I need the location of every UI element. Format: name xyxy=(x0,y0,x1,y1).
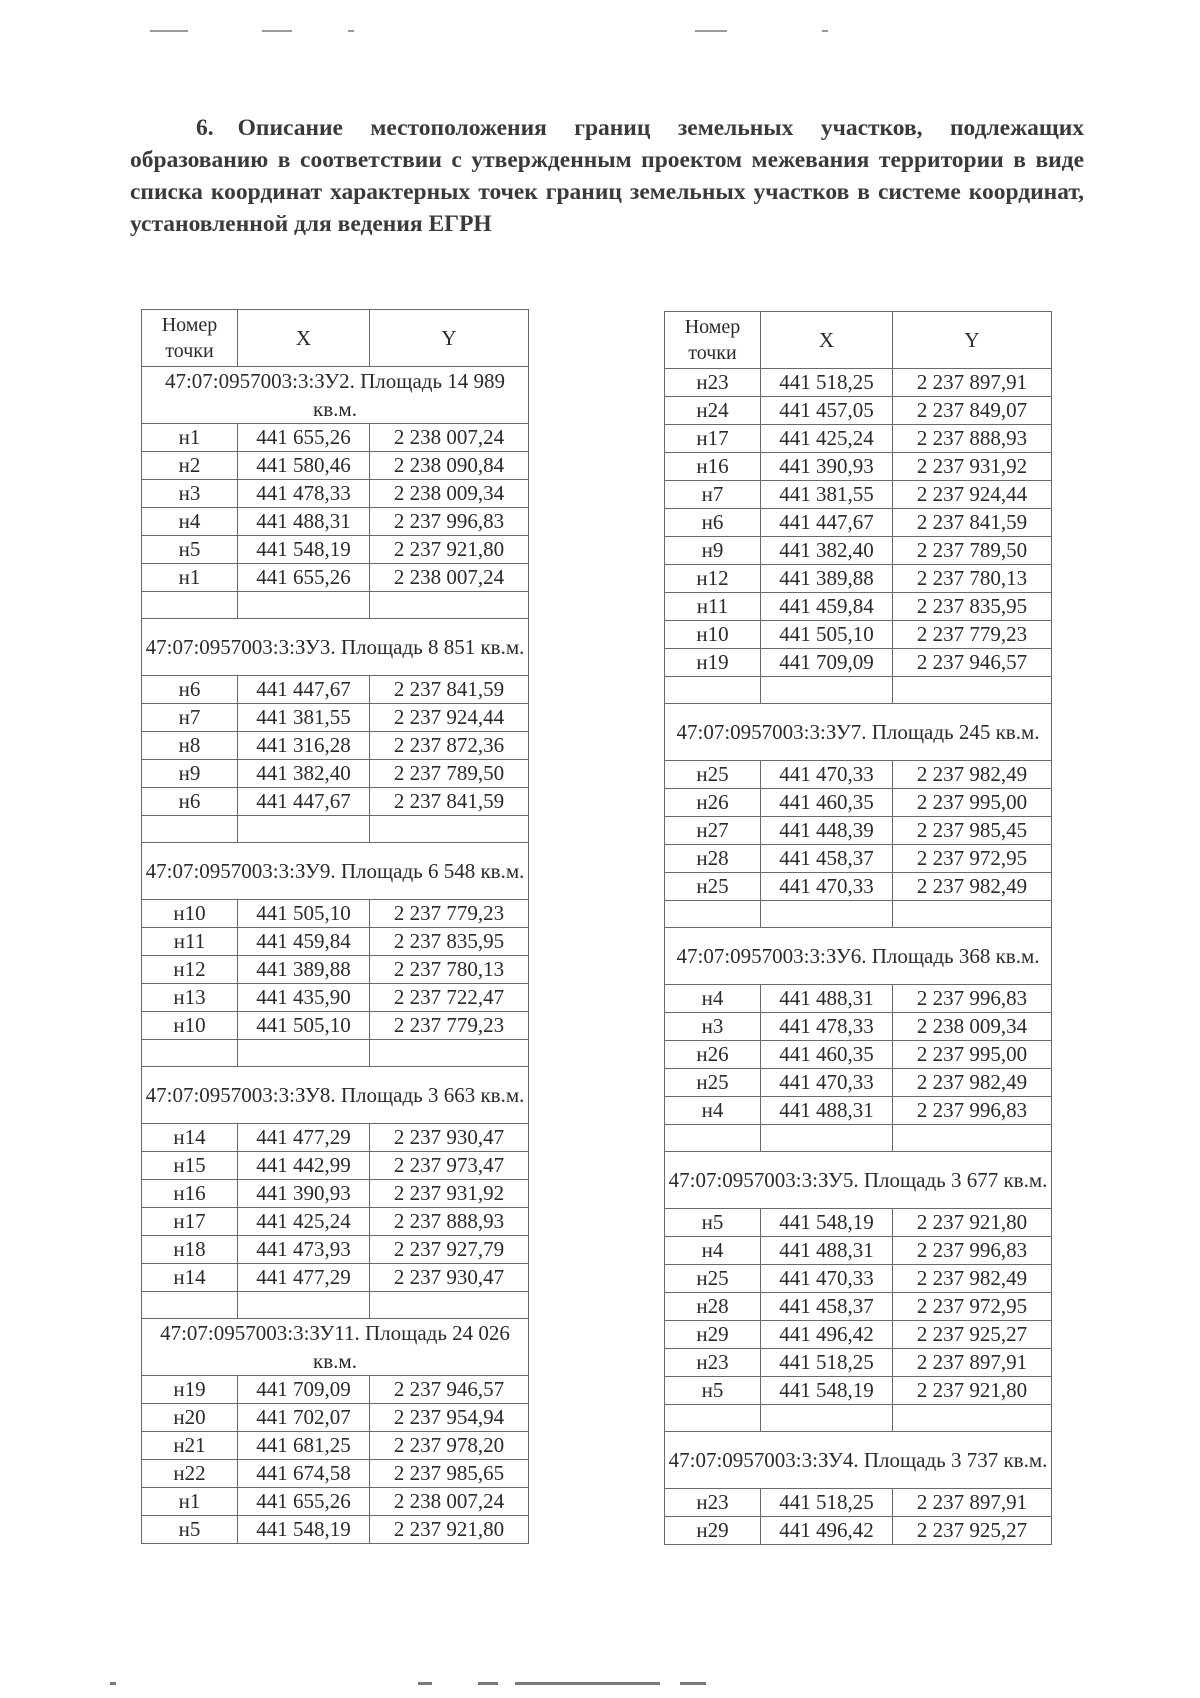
x-coordinate-cell: 441 435,90 xyxy=(238,984,370,1012)
table-row xyxy=(665,621,1052,649)
x-coordinate-cell: 441 381,55 xyxy=(238,704,370,732)
table-row xyxy=(142,424,529,452)
y-coordinate-cell: 2 237 780,13 xyxy=(893,565,1052,593)
empty-cell xyxy=(142,1040,238,1067)
point-number-cell: н27 xyxy=(665,817,761,845)
x-coordinate-cell: 441 496,42 xyxy=(761,1321,893,1349)
empty-cell xyxy=(142,816,238,843)
parcel-title: 47:07:0957003:3:ЗУ4. Площадь 3 737 кв.м. xyxy=(665,1432,1052,1489)
table-row xyxy=(665,1209,1052,1237)
y-coordinate-cell: 2 237 972,95 xyxy=(893,1293,1052,1321)
x-coordinate-cell: 441 425,24 xyxy=(761,425,893,453)
table-row xyxy=(665,1293,1052,1321)
y-coordinate-cell: 2 237 897,91 xyxy=(893,1349,1052,1377)
y-coordinate-cell: 2 237 924,44 xyxy=(370,704,529,732)
empty-cell xyxy=(142,592,238,619)
x-coordinate-cell: 441 459,84 xyxy=(238,928,370,956)
table-row xyxy=(142,1404,529,1432)
parcel-title: 47:07:0957003:3:ЗУ2. Площадь 14 989 кв.м. xyxy=(142,367,529,424)
table-row xyxy=(665,481,1052,509)
y-coordinate-cell: 2 237 779,23 xyxy=(370,900,529,928)
point-number-cell: н16 xyxy=(142,1180,238,1208)
table-row xyxy=(142,1460,529,1488)
x-coordinate-cell: 441 709,09 xyxy=(761,649,893,677)
point-number-cell: н10 xyxy=(142,900,238,928)
coordinates-table-right xyxy=(664,311,1052,1545)
y-coordinate-cell: 2 237 978,20 xyxy=(370,1432,529,1460)
y-coordinate-cell: 2 237 982,49 xyxy=(893,761,1052,789)
point-number-cell: н23 xyxy=(665,369,761,397)
x-coordinate-cell: 441 447,67 xyxy=(761,509,893,537)
point-number-cell: н5 xyxy=(665,1209,761,1237)
y-coordinate-cell: 2 237 835,95 xyxy=(893,593,1052,621)
spacer-row xyxy=(665,901,1052,928)
y-coordinate-cell: 2 237 897,91 xyxy=(893,369,1052,397)
x-coordinate-cell: 441 505,10 xyxy=(238,900,370,928)
table-row xyxy=(665,789,1052,817)
empty-cell xyxy=(761,901,893,928)
table-row xyxy=(142,956,529,984)
empty-cell xyxy=(893,677,1052,704)
table-row xyxy=(665,1489,1052,1517)
x-coordinate-cell: 441 655,26 xyxy=(238,424,370,452)
parcel-title: 47:07:0957003:3:ЗУ9. Площадь 6 548 кв.м. xyxy=(142,843,529,900)
y-coordinate-cell: 2 237 779,23 xyxy=(370,1012,529,1040)
table-row xyxy=(142,900,529,928)
table-row xyxy=(665,1013,1052,1041)
x-coordinate-cell: 441 316,28 xyxy=(238,732,370,760)
parcel-title-row xyxy=(142,1319,529,1376)
empty-cell xyxy=(893,1125,1052,1152)
point-number-cell: н26 xyxy=(665,1041,761,1069)
point-number-cell: н10 xyxy=(142,1012,238,1040)
table-row xyxy=(142,1488,529,1516)
x-coordinate-cell: 441 505,10 xyxy=(761,621,893,649)
y-coordinate-cell: 2 237 888,93 xyxy=(893,425,1052,453)
table-row xyxy=(142,480,529,508)
table-row xyxy=(665,425,1052,453)
y-coordinate-cell: 2 237 996,83 xyxy=(893,1237,1052,1265)
parcel-title: 47:07:0957003:3:ЗУ5. Площадь 3 677 кв.м. xyxy=(665,1152,1052,1209)
x-coordinate-cell: 441 655,26 xyxy=(238,1488,370,1516)
table-row xyxy=(142,704,529,732)
point-number-cell: н20 xyxy=(142,1404,238,1432)
y-coordinate-cell: 2 237 985,65 xyxy=(370,1460,529,1488)
table-row xyxy=(665,845,1052,873)
x-coordinate-cell: 441 548,19 xyxy=(761,1377,893,1405)
y-coordinate-cell: 2 238 009,34 xyxy=(370,480,529,508)
empty-cell xyxy=(238,592,370,619)
empty-cell xyxy=(370,1292,529,1319)
column-header-point: Номер точки xyxy=(665,312,761,369)
column-header-y: Y xyxy=(893,312,1052,369)
y-coordinate-cell: 2 237 982,49 xyxy=(893,1069,1052,1097)
table-row xyxy=(142,452,529,480)
table-row xyxy=(142,788,529,816)
y-coordinate-cell: 2 238 009,34 xyxy=(893,1013,1052,1041)
point-number-cell: н1 xyxy=(142,424,238,452)
point-number-cell: н17 xyxy=(142,1208,238,1236)
x-coordinate-cell: 441 470,33 xyxy=(761,761,893,789)
x-coordinate-cell: 441 390,93 xyxy=(238,1180,370,1208)
table-row xyxy=(142,1264,529,1292)
bottom-scan-marks xyxy=(110,1682,1010,1686)
table-row xyxy=(665,537,1052,565)
table-row xyxy=(142,508,529,536)
y-coordinate-cell: 2 237 921,80 xyxy=(370,536,529,564)
x-coordinate-cell: 441 674,58 xyxy=(238,1460,370,1488)
empty-cell xyxy=(238,1292,370,1319)
table-row xyxy=(665,1517,1052,1545)
y-coordinate-cell: 2 237 841,59 xyxy=(893,509,1052,537)
parcel-title: 47:07:0957003:3:ЗУ11. Площадь 24 026 кв.м. xyxy=(142,1319,529,1376)
y-coordinate-cell: 2 237 931,92 xyxy=(893,453,1052,481)
empty-cell xyxy=(761,677,893,704)
table-row xyxy=(665,1069,1052,1097)
table-row xyxy=(665,453,1052,481)
y-coordinate-cell: 2 238 007,24 xyxy=(370,564,529,592)
column-header-point: Номер точки xyxy=(142,310,238,367)
y-coordinate-cell: 2 237 780,13 xyxy=(370,956,529,984)
point-number-cell: н1 xyxy=(142,1488,238,1516)
empty-cell xyxy=(142,1292,238,1319)
top-scan-marks xyxy=(150,30,850,34)
point-number-cell: н26 xyxy=(665,789,761,817)
table-row xyxy=(142,564,529,592)
table-row xyxy=(665,565,1052,593)
x-coordinate-cell: 441 477,29 xyxy=(238,1264,370,1292)
point-number-cell: н22 xyxy=(142,1460,238,1488)
table-row xyxy=(142,1124,529,1152)
x-coordinate-cell: 441 459,84 xyxy=(761,593,893,621)
spacer-row xyxy=(665,1125,1052,1152)
point-number-cell: н8 xyxy=(142,732,238,760)
section-heading-text: Описание местоположения границ земельных участков, подлежащих образованию в соответствии с утвержденным проектом межевания территории в виде списка координат характерных точек границ земельных участков в системе координат, установленной для ведения ЕГРН xyxy=(130,115,1084,237)
parcel-title-row xyxy=(665,928,1052,985)
x-coordinate-cell: 441 458,37 xyxy=(761,845,893,873)
point-number-cell: н25 xyxy=(665,761,761,789)
x-coordinate-cell: 441 447,67 xyxy=(238,788,370,816)
table-row xyxy=(142,1376,529,1404)
point-number-cell: н23 xyxy=(665,1349,761,1377)
x-coordinate-cell: 441 382,40 xyxy=(238,760,370,788)
y-coordinate-cell: 2 237 925,27 xyxy=(893,1321,1052,1349)
table-row xyxy=(665,509,1052,537)
table-row xyxy=(665,369,1052,397)
table-row xyxy=(665,1377,1052,1405)
y-coordinate-cell: 2 237 995,00 xyxy=(893,789,1052,817)
point-number-cell: н7 xyxy=(142,704,238,732)
empty-cell xyxy=(761,1125,893,1152)
x-coordinate-cell: 441 460,35 xyxy=(761,1041,893,1069)
x-coordinate-cell: 441 548,19 xyxy=(238,536,370,564)
table-row xyxy=(142,1180,529,1208)
point-number-cell: н11 xyxy=(665,593,761,621)
x-coordinate-cell: 441 442,99 xyxy=(238,1152,370,1180)
x-coordinate-cell: 441 389,88 xyxy=(238,956,370,984)
empty-cell xyxy=(761,1405,893,1432)
y-coordinate-cell: 2 238 007,24 xyxy=(370,1488,529,1516)
y-coordinate-cell: 2 237 930,47 xyxy=(370,1124,529,1152)
x-coordinate-cell: 441 518,25 xyxy=(761,369,893,397)
table-row xyxy=(142,1012,529,1040)
point-number-cell: н14 xyxy=(142,1264,238,1292)
point-number-cell: н9 xyxy=(142,760,238,788)
y-coordinate-cell: 2 237 849,07 xyxy=(893,397,1052,425)
parcel-title-row xyxy=(665,704,1052,761)
table-row xyxy=(665,873,1052,901)
point-number-cell: н29 xyxy=(665,1321,761,1349)
table-row xyxy=(665,1041,1052,1069)
x-coordinate-cell: 441 448,39 xyxy=(761,817,893,845)
point-number-cell: н24 xyxy=(665,397,761,425)
table-row xyxy=(665,1097,1052,1125)
point-number-cell: н16 xyxy=(665,453,761,481)
parcel-title: 47:07:0957003:3:ЗУ8. Площадь 3 663 кв.м. xyxy=(142,1067,529,1124)
empty-cell xyxy=(238,816,370,843)
x-coordinate-cell: 441 470,33 xyxy=(761,1265,893,1293)
y-coordinate-cell: 2 237 722,47 xyxy=(370,984,529,1012)
point-number-cell: н17 xyxy=(665,425,761,453)
table-row xyxy=(142,928,529,956)
table-row xyxy=(665,1265,1052,1293)
point-number-cell: н12 xyxy=(665,565,761,593)
parcel-title-row xyxy=(142,843,529,900)
y-coordinate-cell: 2 237 930,47 xyxy=(370,1264,529,1292)
x-coordinate-cell: 441 447,67 xyxy=(238,676,370,704)
y-coordinate-cell: 2 238 007,24 xyxy=(370,424,529,452)
point-number-cell: н14 xyxy=(142,1124,238,1152)
spacer-row xyxy=(665,677,1052,704)
table-row xyxy=(142,1432,529,1460)
table-row xyxy=(142,984,529,1012)
parcel-title-row xyxy=(142,367,529,424)
y-coordinate-cell: 2 237 996,83 xyxy=(893,1097,1052,1125)
x-coordinate-cell: 441 425,24 xyxy=(238,1208,370,1236)
point-number-cell: н25 xyxy=(665,1265,761,1293)
table-row xyxy=(142,732,529,760)
point-number-cell: н18 xyxy=(142,1236,238,1264)
point-number-cell: н11 xyxy=(142,928,238,956)
y-coordinate-cell: 2 237 921,80 xyxy=(370,1516,529,1544)
y-coordinate-cell: 2 237 872,36 xyxy=(370,732,529,760)
x-coordinate-cell: 441 488,31 xyxy=(761,1097,893,1125)
point-number-cell: н6 xyxy=(142,788,238,816)
parcel-title: 47:07:0957003:3:ЗУ6. Площадь 368 кв.м. xyxy=(665,928,1052,985)
table-row xyxy=(665,1349,1052,1377)
section-heading xyxy=(130,112,1084,240)
point-number-cell: н5 xyxy=(665,1377,761,1405)
x-coordinate-cell: 441 548,19 xyxy=(238,1516,370,1544)
point-number-cell: н29 xyxy=(665,1517,761,1545)
empty-cell xyxy=(370,1040,529,1067)
x-coordinate-cell: 441 681,25 xyxy=(238,1432,370,1460)
x-coordinate-cell: 441 518,25 xyxy=(761,1349,893,1377)
y-coordinate-cell: 2 237 925,27 xyxy=(893,1517,1052,1545)
parcel-title-row xyxy=(142,1067,529,1124)
point-number-cell: н5 xyxy=(142,1516,238,1544)
x-coordinate-cell: 441 470,33 xyxy=(761,873,893,901)
coordinates-table-left xyxy=(141,309,529,1544)
x-coordinate-cell: 441 470,33 xyxy=(761,1069,893,1097)
table-row xyxy=(665,1237,1052,1265)
y-coordinate-cell: 2 237 835,95 xyxy=(370,928,529,956)
y-coordinate-cell: 2 237 982,49 xyxy=(893,1265,1052,1293)
point-number-cell: н19 xyxy=(665,649,761,677)
parcel-title: 47:07:0957003:3:ЗУ3. Площадь 8 851 кв.м. xyxy=(142,619,529,676)
x-coordinate-cell: 441 460,35 xyxy=(761,789,893,817)
x-coordinate-cell: 441 478,33 xyxy=(238,480,370,508)
x-coordinate-cell: 441 381,55 xyxy=(761,481,893,509)
table-header-row xyxy=(665,312,1052,369)
y-coordinate-cell: 2 237 897,91 xyxy=(893,1489,1052,1517)
x-coordinate-cell: 441 477,29 xyxy=(238,1124,370,1152)
parcel-title-row xyxy=(142,619,529,676)
spacer-row xyxy=(665,1405,1052,1432)
section-number: 6. xyxy=(196,115,214,141)
point-number-cell: н28 xyxy=(665,845,761,873)
y-coordinate-cell: 2 237 996,83 xyxy=(370,508,529,536)
table-row xyxy=(142,1236,529,1264)
spacer-row xyxy=(142,1292,529,1319)
y-coordinate-cell: 2 237 789,50 xyxy=(893,537,1052,565)
spacer-row xyxy=(142,816,529,843)
table-row xyxy=(665,397,1052,425)
parcel-title-row xyxy=(665,1432,1052,1489)
point-number-cell: н21 xyxy=(142,1432,238,1460)
x-coordinate-cell: 441 518,25 xyxy=(761,1489,893,1517)
x-coordinate-cell: 441 478,33 xyxy=(761,1013,893,1041)
x-coordinate-cell: 441 709,09 xyxy=(238,1376,370,1404)
x-coordinate-cell: 441 390,93 xyxy=(761,453,893,481)
point-number-cell: н12 xyxy=(142,956,238,984)
column-header-y: Y xyxy=(370,310,529,367)
point-number-cell: н3 xyxy=(142,480,238,508)
table-row xyxy=(142,760,529,788)
y-coordinate-cell: 2 237 921,80 xyxy=(893,1377,1052,1405)
table-row xyxy=(665,593,1052,621)
x-coordinate-cell: 441 389,88 xyxy=(761,565,893,593)
y-coordinate-cell: 2 237 841,59 xyxy=(370,788,529,816)
empty-cell xyxy=(665,1405,761,1432)
point-number-cell: н13 xyxy=(142,984,238,1012)
x-coordinate-cell: 441 702,07 xyxy=(238,1404,370,1432)
empty-cell xyxy=(370,592,529,619)
point-number-cell: н25 xyxy=(665,873,761,901)
point-number-cell: н1 xyxy=(142,564,238,592)
y-coordinate-cell: 2 237 921,80 xyxy=(893,1209,1052,1237)
y-coordinate-cell: 2 237 946,57 xyxy=(370,1376,529,1404)
parcel-title-row xyxy=(665,1152,1052,1209)
table-row xyxy=(665,1321,1052,1349)
y-coordinate-cell: 2 237 972,95 xyxy=(893,845,1052,873)
point-number-cell: н3 xyxy=(665,1013,761,1041)
table-row xyxy=(142,1208,529,1236)
point-number-cell: н2 xyxy=(142,452,238,480)
y-coordinate-cell: 2 237 888,93 xyxy=(370,1208,529,1236)
empty-cell xyxy=(893,1405,1052,1432)
point-number-cell: н15 xyxy=(142,1152,238,1180)
point-number-cell: н28 xyxy=(665,1293,761,1321)
x-coordinate-cell: 441 457,05 xyxy=(761,397,893,425)
x-coordinate-cell: 441 655,26 xyxy=(238,564,370,592)
spacer-row xyxy=(142,1040,529,1067)
y-coordinate-cell: 2 237 841,59 xyxy=(370,676,529,704)
y-coordinate-cell: 2 237 946,57 xyxy=(893,649,1052,677)
table-row xyxy=(665,817,1052,845)
x-coordinate-cell: 441 505,10 xyxy=(238,1012,370,1040)
y-coordinate-cell: 2 238 090,84 xyxy=(370,452,529,480)
table-row xyxy=(142,1152,529,1180)
point-number-cell: н19 xyxy=(142,1376,238,1404)
y-coordinate-cell: 2 237 954,94 xyxy=(370,1404,529,1432)
y-coordinate-cell: 2 237 973,47 xyxy=(370,1152,529,1180)
column-header-x: X xyxy=(238,310,370,367)
point-number-cell: н6 xyxy=(142,676,238,704)
x-coordinate-cell: 441 382,40 xyxy=(761,537,893,565)
point-number-cell: н4 xyxy=(665,1097,761,1125)
x-coordinate-cell: 441 496,42 xyxy=(761,1517,893,1545)
empty-cell xyxy=(665,677,761,704)
x-coordinate-cell: 441 548,19 xyxy=(761,1209,893,1237)
x-coordinate-cell: 441 580,46 xyxy=(238,452,370,480)
empty-cell xyxy=(370,816,529,843)
table-row xyxy=(665,985,1052,1013)
y-coordinate-cell: 2 237 779,23 xyxy=(893,621,1052,649)
empty-cell xyxy=(893,901,1052,928)
point-number-cell: н9 xyxy=(665,537,761,565)
point-number-cell: н10 xyxy=(665,621,761,649)
empty-cell xyxy=(665,1125,761,1152)
table-header-row xyxy=(142,310,529,367)
point-number-cell: н6 xyxy=(665,509,761,537)
empty-cell xyxy=(238,1040,370,1067)
y-coordinate-cell: 2 237 982,49 xyxy=(893,873,1052,901)
parcel-title: 47:07:0957003:3:ЗУ7. Площадь 245 кв.м. xyxy=(665,704,1052,761)
y-coordinate-cell: 2 237 924,44 xyxy=(893,481,1052,509)
table-row xyxy=(142,536,529,564)
x-coordinate-cell: 441 488,31 xyxy=(238,508,370,536)
y-coordinate-cell: 2 237 927,79 xyxy=(370,1236,529,1264)
table-row xyxy=(142,1516,529,1544)
y-coordinate-cell: 2 237 985,45 xyxy=(893,817,1052,845)
x-coordinate-cell: 441 458,37 xyxy=(761,1293,893,1321)
spacer-row xyxy=(142,592,529,619)
point-number-cell: н25 xyxy=(665,1069,761,1097)
point-number-cell: н5 xyxy=(142,536,238,564)
point-number-cell: н23 xyxy=(665,1489,761,1517)
point-number-cell: н4 xyxy=(665,985,761,1013)
x-coordinate-cell: 441 488,31 xyxy=(761,1237,893,1265)
column-header-x: X xyxy=(761,312,893,369)
empty-cell xyxy=(665,901,761,928)
x-coordinate-cell: 441 488,31 xyxy=(761,985,893,1013)
y-coordinate-cell: 2 237 995,00 xyxy=(893,1041,1052,1069)
table-row xyxy=(142,676,529,704)
point-number-cell: н4 xyxy=(142,508,238,536)
table-row xyxy=(665,761,1052,789)
table-row xyxy=(665,649,1052,677)
point-number-cell: н4 xyxy=(665,1237,761,1265)
y-coordinate-cell: 2 237 996,83 xyxy=(893,985,1052,1013)
y-coordinate-cell: 2 237 789,50 xyxy=(370,760,529,788)
x-coordinate-cell: 441 473,93 xyxy=(238,1236,370,1264)
point-number-cell: н7 xyxy=(665,481,761,509)
y-coordinate-cell: 2 237 931,92 xyxy=(370,1180,529,1208)
